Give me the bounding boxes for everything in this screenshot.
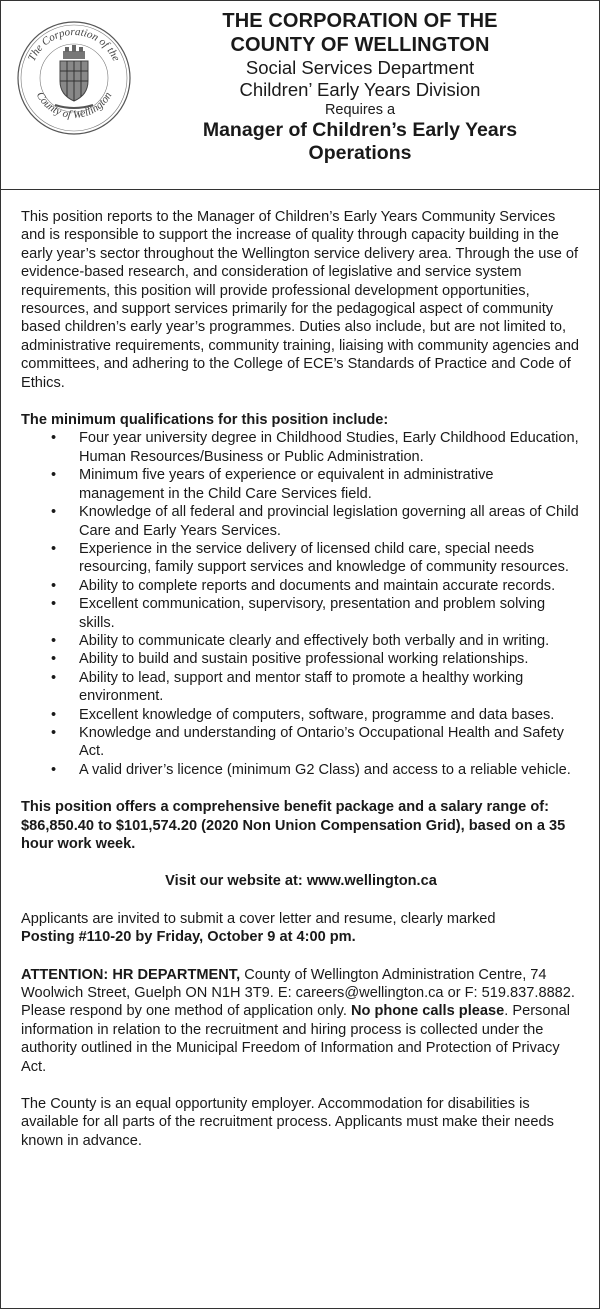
attention-label: ATTENTION: HR DEPARTMENT,	[21, 966, 241, 983]
job-title-line2: Operations	[308, 142, 412, 164]
division-name: Children’ Early Years Division	[239, 79, 481, 100]
bullet-icon: •	[51, 706, 57, 723]
list-item: • Ability to build and sustain positive professional working relationships.	[51, 651, 529, 668]
posting-body	[21, 208, 581, 1150]
bullet-icon: •	[51, 540, 57, 557]
list-item: • A valid driver’s licence (minimum G2 Class) and access to a reliable vehicle.	[51, 761, 571, 778]
qualifications-list	[21, 429, 581, 779]
bullet-icon: •	[51, 430, 57, 447]
list-item: • Excellent knowledge of computers, software, programme and data bases.	[51, 706, 555, 723]
list-item: • Excellent communication, supervisory, presentation and problem solving skills.	[51, 596, 546, 631]
salary-paragraph: This position offers a comprehensive benefit package and a salary range of: $86,850.40 to $101,574.20 (2020 Non Union Compensation Grid), based on a 35 hour work week.	[21, 799, 566, 852]
bullet-icon: •	[51, 467, 57, 484]
job-title-line1: Manager of Children’s Early Years	[202, 119, 518, 141]
list-item: • Four year university degree in Childhood Studies, Early Childhood Education, Human Resources/Business or Public Administration.	[51, 430, 579, 465]
list-item: • Minimum five years of experience or equivalent in administrative management in the Child Care Services field.	[51, 467, 494, 502]
bullet-icon: •	[51, 651, 57, 668]
svg-text:The Corporation of the: The Corporation of the	[25, 25, 123, 64]
equal-opportunity-paragraph: The County is an equal opportunity employer. Accommodation for disabilities is available for all parts of the recruitment process. Applicants must make their needs known in advance.	[21, 1096, 554, 1149]
no-calls-notice: No phone calls please	[350, 1003, 505, 1020]
list-item: • Ability to lead, support and mentor staff to promote a healthy working environment.	[51, 669, 524, 705]
bullet-icon: •	[51, 669, 57, 686]
bullet-icon: •	[51, 724, 57, 741]
qualifications-heading: The minimum qualifications for this position include:	[21, 412, 389, 429]
list-item: • Experience in the service delivery of licensed child care, special needs resourcing, family support services and knowledge of community resources.	[51, 540, 569, 576]
list-item: • Ability to communicate clearly and effectively both verbally and in writing.	[51, 632, 550, 649]
list-item: • Ability to complete reports and documents and maintain accurate records.	[51, 577, 556, 594]
corporation-name-line2: COUNTY OF WELLINGTON	[230, 34, 490, 56]
bullet-icon: •	[51, 504, 57, 521]
department-name: Social Services Department	[245, 57, 475, 78]
corporation-name-line1: THE CORPORATION OF THE	[222, 10, 498, 32]
bullet-icon: •	[51, 761, 57, 778]
posting-deadline: Posting #110-20 by Friday, October 9 at 4:00 pm.	[21, 929, 356, 946]
intro-paragraph: This position reports to the Manager of Children’s Early Years Community Services and is responsible to support the increase of quality through capacity building in the early year’s sector throughout the Wellington service delivery area. Through the use of evidence-based research, and consideration of legislative and service system requirements, this position will provide professional development opportunities, resources, and support services primarily for the pedagogical aspect of community based children’s early year’s programmes. Duties also include, but are not limited to, administrative requirements, community training, liaising with community agencies and committees, and adhering to the College of ECE’s Standards of Practice and Code of Ethics.	[21, 209, 580, 391]
crest-icon	[55, 45, 93, 108]
website-line: Visit our website at: www.wellington.ca	[165, 873, 437, 890]
attention-paragraph: ATTENTION: HR DEPARTMENT, County of Wellington Administration Centre, 74 Woolwich Street, Guelph ON N1H 3T9. E: careers@wellington.ca or F: 519.837.8882. Please respond by one method of application only. No phone calls please. Personal information in relation to the recruitment and hiring process is collected under the authority outlined in the Municipal Freedom of Information and Protection of Privacy Act.	[21, 966, 575, 1075]
apply-paragraph: Applicants are invited to submit a cover letter and resume, clearly marked Posting #110-20 by Friday, October 9 at 4:00 pm.	[21, 910, 496, 946]
list-item: • Knowledge of all federal and provincial legislation governing all areas of Child Care and Early Years Services.	[51, 504, 579, 539]
svg-text:County of Wellington: County of Wellington	[33, 89, 115, 122]
bullet-icon: •	[51, 632, 57, 649]
header-title-block	[121, 9, 599, 165]
requires-label: Requires a	[324, 102, 396, 118]
bullet-icon: •	[51, 596, 57, 613]
county-seal-logo	[15, 19, 133, 137]
posting-header	[1, 1, 599, 190]
list-item: • Knowledge and understanding of Ontario’s Occupational Health and Safety Act.	[51, 724, 564, 760]
bullet-icon: •	[51, 577, 57, 594]
